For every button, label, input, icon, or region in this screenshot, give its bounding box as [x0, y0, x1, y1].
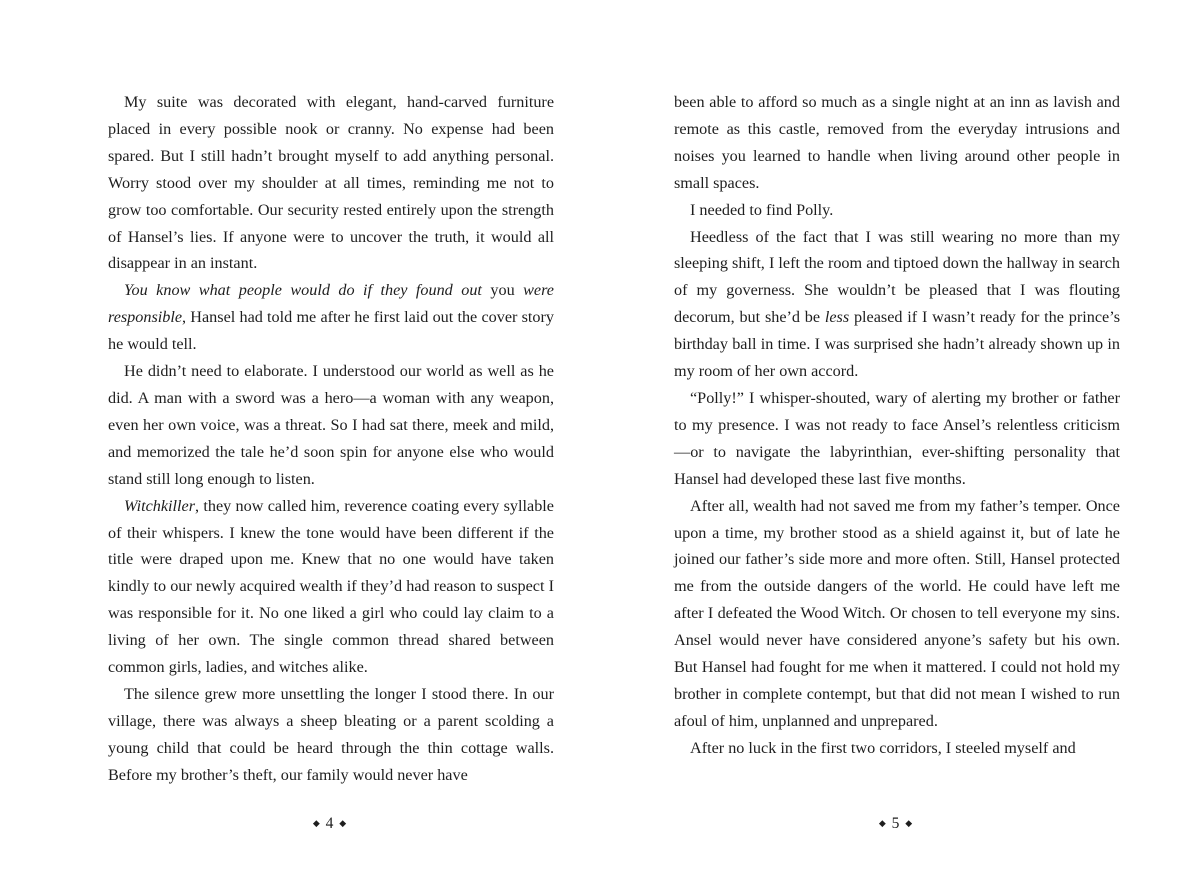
italic-text: You know what people would do if they found out — [124, 281, 482, 300]
paragraph: After no luck in the first two corridors, I steeled myself and — [690, 738, 1076, 757]
page-number-right — [846, 815, 946, 833]
paragraph: After all, wealth had not saved me from my father’s temper. Once upon a time, my brother stood as a shield against it, but of late he joined our father’s side more and more often. Still, Hansel protected me from the outside dangers of the world. He could have left me after I defeated the Wood Witch. Or chosen to tell everyone my sins. Ansel would never have considered anyone’s safety but his own. But Hansel had fought for me when it mattered. I could not hold my brother in complete contempt, but that did not mean I wished to run afoul of him, unplanned and unprepared. — [674, 496, 1120, 730]
text-span: pleased if I wasn’t ready for the prince’s birthday ball in time. I was surprised she hadn’t already shown up in my room of her own accord. — [674, 308, 1120, 381]
page-number-left — [280, 815, 380, 833]
italic-text: Witchkiller — [124, 496, 196, 515]
right-page — [674, 89, 1120, 762]
diamond-ornament-icon: ◆ — [312, 818, 321, 828]
paragraph: He didn’t need to elaborate. I understood our world as well as he did. A man with a sword was a hero—a woman with any weapon, even her own voice, was a threat. So I had sat there, meek and mild, and memorized the tale he’d soon spin for anyone else who would stand still long enough to listen. — [108, 362, 554, 488]
text-span: , they now called him, reverence coating every syllable of their whispers. I knew the tone would have been different if the title were draped upon me. Knew that no one would have taken kindly to our newly acquired wealth if they’d had reason to suspect I was responsible for it. No one liked a girl who could lay claim to a living of her own. The single common thread shared between common girls, ladies, and witches alike. — [108, 496, 554, 677]
left-page — [108, 89, 554, 789]
text-span: , Hansel had told me after he first laid out the cover story he would tell. — [108, 308, 554, 354]
diamond-ornament-icon: ◆ — [878, 818, 887, 828]
paragraph: “Polly!” I whisper-shouted, wary of alerting my brother or father to my presence. I was not ready to face Ansel’s relentless criticism—or to navigate the labyrinthian, ever-shifting personality that Hansel had developed these last five months. — [674, 388, 1120, 488]
text-span: you — [481, 281, 524, 300]
italic-text: were responsible — [108, 281, 554, 327]
page-number: 4 — [325, 815, 335, 832]
italic-text: less — [824, 308, 850, 327]
paragraph: My suite was decorated with elegant, hand-carved furniture placed in every possible nook or cranny. No expense had been spared. But I still hadn’t brought myself to add anything personal. Worry stood over my shoulder at all times, reminding me not to grow too comfortable. Our security rested entirely upon the strength of Hansel’s lies. If anyone were to uncover the truth, it would all disappear in an instant. — [108, 93, 554, 273]
paragraph — [674, 224, 1120, 385]
paragraph: been able to afford so much as a single night at an inn as lavish and remote as this castle, removed from the everyday intrusions and noises you learned to handle when living around other people in small spaces. — [674, 93, 1120, 192]
diamond-ornament-icon: ◆ — [339, 818, 348, 828]
diamond-ornament-icon: ◆ — [905, 818, 914, 828]
paragraph: I needed to find Polly. — [690, 200, 834, 219]
paragraph — [108, 493, 554, 681]
text-span: Heedless of the fact that I was still wearing no more than my sleeping shift, I left the room and tiptoed down the hallway in search of my governess. She wouldn’t be pleased that I was flouting decorum, but she’d be — [674, 227, 1120, 327]
page-number: 5 — [891, 815, 901, 832]
paragraph — [108, 277, 554, 358]
paragraph: The silence grew more unsettling the longer I stood there. In our village, there was always a sheep bleating or a parent scolding a young child that could be heard through the thin cottage walls. Before my brother’s theft, our family would never have — [108, 684, 554, 784]
